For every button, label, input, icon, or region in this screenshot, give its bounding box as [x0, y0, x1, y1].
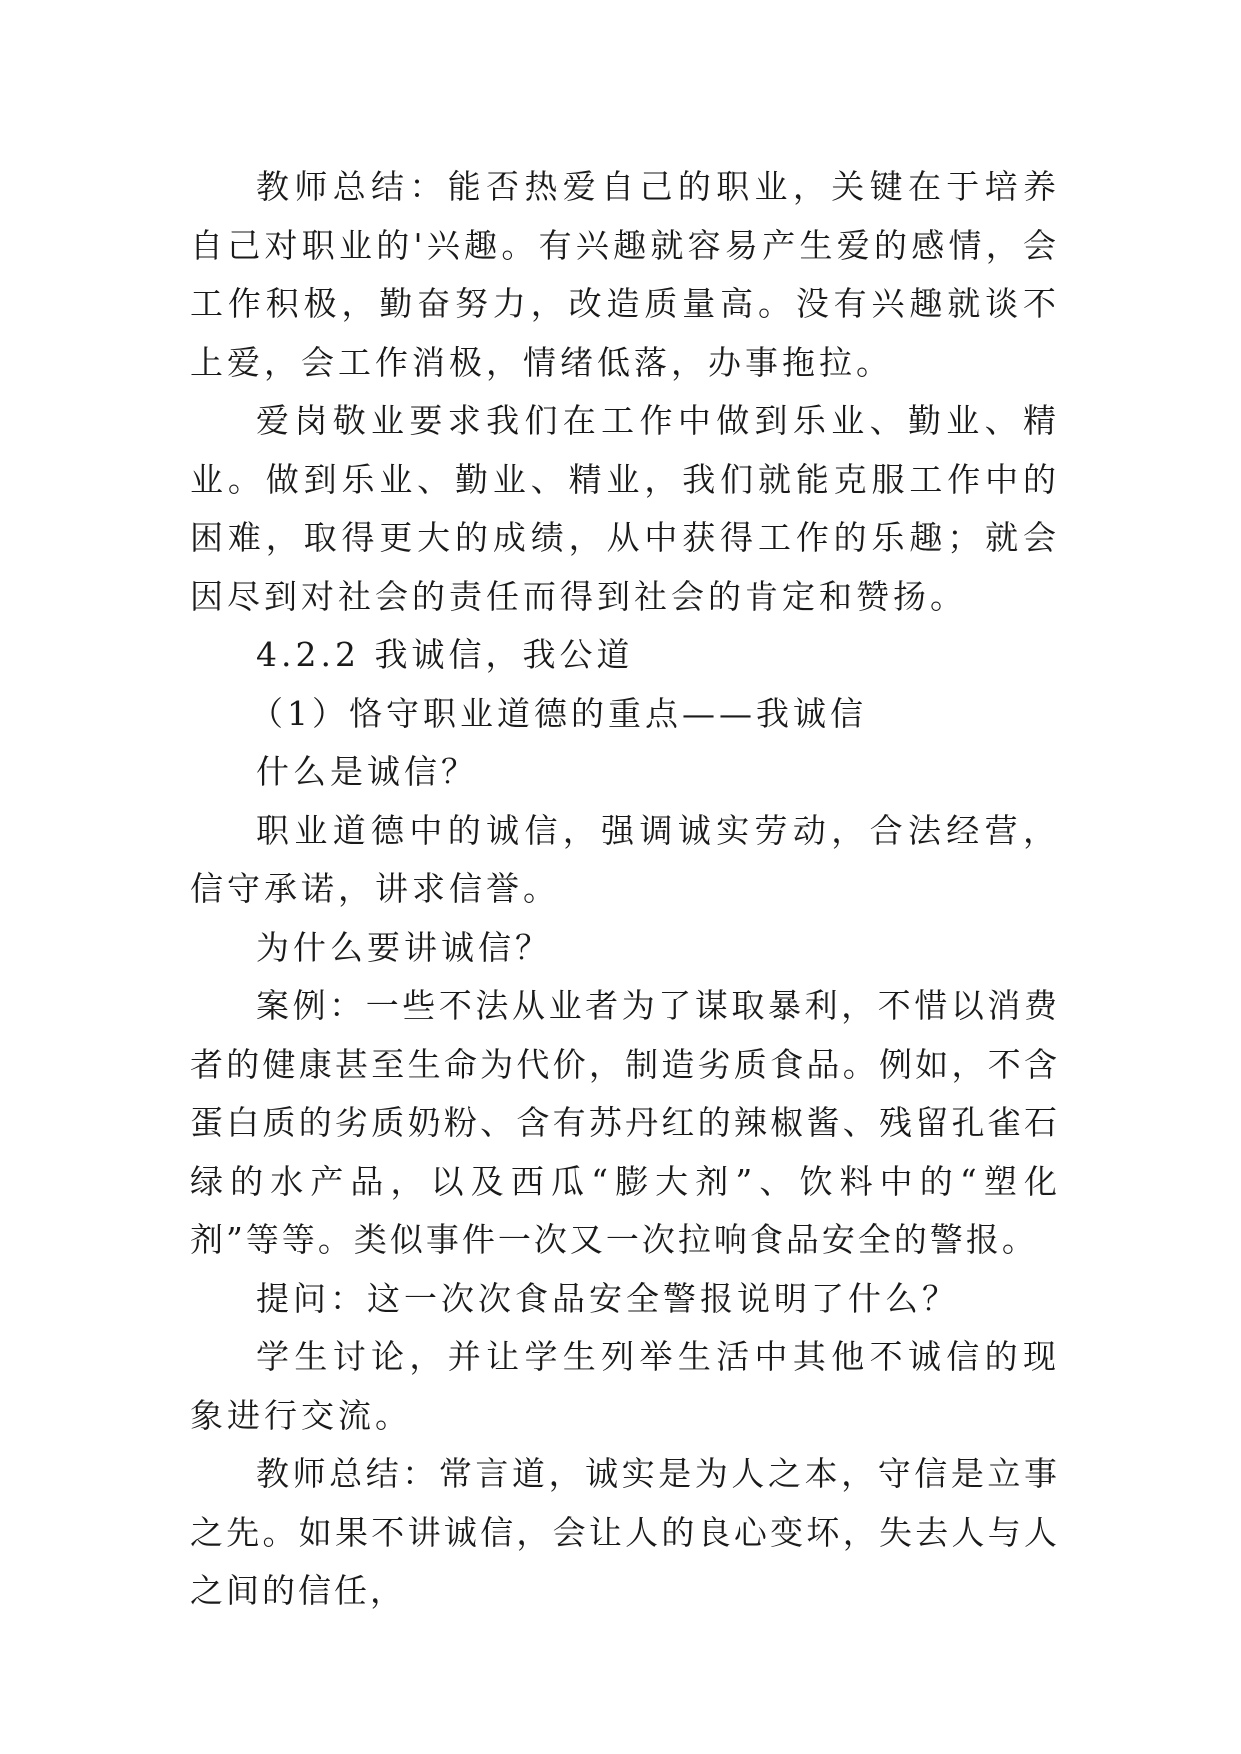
paragraph-teacher-summary-interest: 教师总结：能否热爱自己的职业，关键在于培养自己对职业的'兴趣。有兴趣就容易产生爱的感情，会工作积极，勤奋努力，改造质量高。没有兴趣就谈不上爱，会工作消极，情绪低落，办事拖拉。	[190, 167, 1060, 382]
paragraph-student-discussion: 学生讨论，并让学生列举生活中其他不诚信的现象进行交流。	[190, 1337, 1060, 1435]
paragraph-integrity-definition: 职业道德中的诚信，强调诚实劳动，合法经营，信守承诺，讲求信誉。	[190, 810, 1060, 908]
question-why-integrity: 为什么要讲诚信？	[256, 927, 552, 967]
paragraph-question-food-safety: 提问：这一次次食品安全警报说明了什么？	[256, 1278, 959, 1318]
document-body	[190, 158, 1060, 1621]
section-heading-integrity-fairness: 4.2.2 我诚信，我公道	[256, 635, 634, 674]
paragraph-food-safety-case: 案例：一些不法从业者为了谋取暴利，不惜以消费者的健康甚至生命为代价，制造劣质食品。例如，不含蛋白质的劣质奶粉、含有苏丹红的辣椒酱、残留孔雀石绿的水产品，以及西瓜“膨大剂”、饮料中的“塑化剂”等等。类似事件一次又一次拉响食品安全的警报。	[190, 986, 1060, 1259]
paragraph-dedication-requirements: 爱岗敬业要求我们在工作中做到乐业、勤业、精业。做到乐业、勤业、精业，我们就能克服工作中的困难，取得更大的成绩，从中获得工作的乐趣；就会因尽到对社会的责任而得到社会的肯定和赞扬。	[190, 401, 1060, 616]
question-what-is-integrity: 什么是诚信？	[256, 752, 478, 791]
subsection-heading-integrity: （1）恪守职业道德的重点——我诚信	[250, 693, 867, 733]
paragraph-teacher-summary-integrity: 教师总结：常言道，诚实是为人之本，守信是立事之先。如果不讲诚信，会让人的良心变坏，失去人与人之间的信任，	[190, 1454, 1060, 1610]
